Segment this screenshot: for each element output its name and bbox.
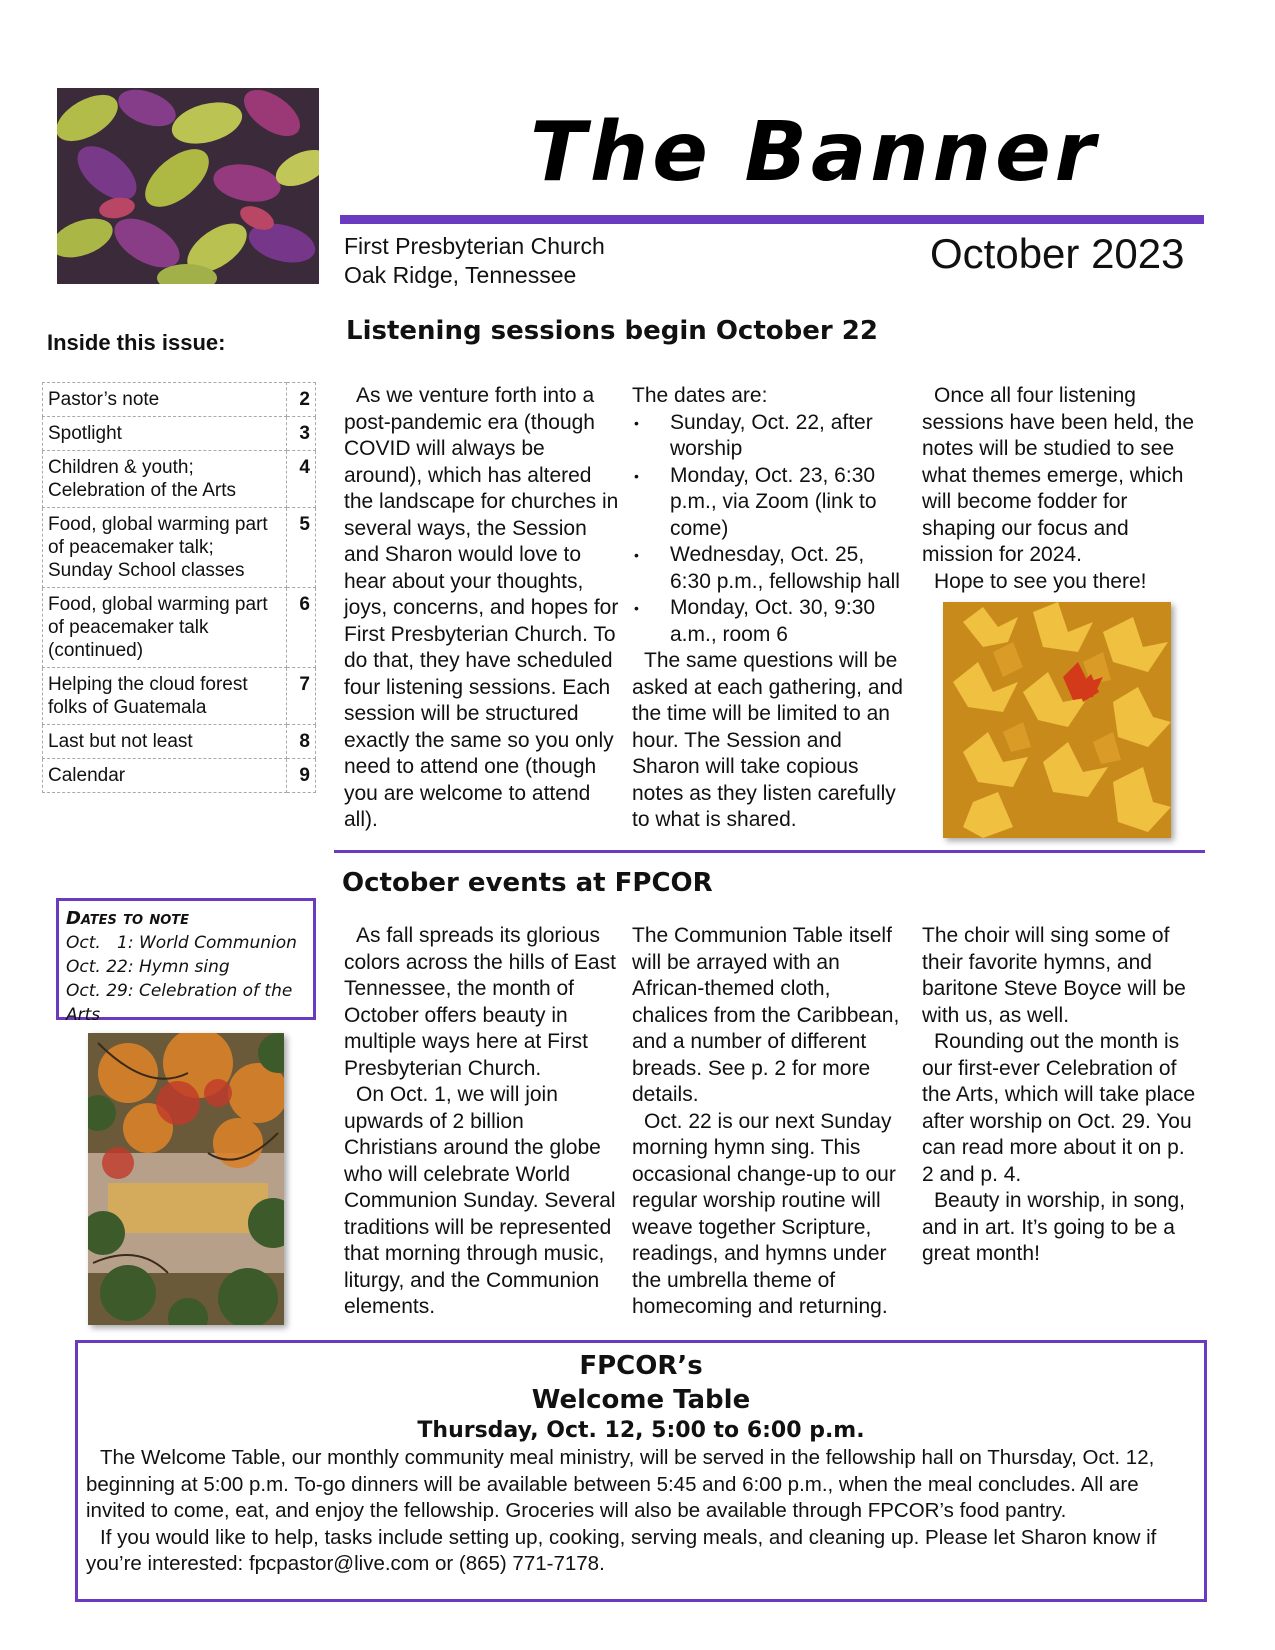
welcome-body xyxy=(86,1445,1196,1578)
toc-page: 5 xyxy=(287,508,316,588)
toc-row xyxy=(43,383,316,417)
dates-to-note-box xyxy=(56,898,316,1025)
article-paragraph: The same questions will be asked at each gathering, and the time will be limited to an hour. The Session and Sharon will take copious notes as they listen carefully to what is shared. xyxy=(632,649,903,831)
toc-label: Last but not least xyxy=(43,725,287,759)
toc-row xyxy=(43,668,316,725)
article-1-column-1 xyxy=(344,383,619,834)
article-2-column-2 xyxy=(632,923,907,1321)
list-item: • Monday, Oct. 23, 6:30 p.m., via Zoom (link to come) xyxy=(670,463,907,543)
section-divider xyxy=(334,850,1205,853)
article-paragraph: As we venture forth into a post-pandemic era (though COVID will always be around), which has altered the landscape for churches in several ways, the Session and Sharon would love to hear about your thoughts, joys, concerns, and hopes for First Presbyterian Church. To do that, they have scheduled four listening sessions. Each session will be structured exactly the same so you only need to attend one (though you are welcome to attend all). xyxy=(344,384,619,831)
article-paragraph: On Oct. 1, we will join upwards of 2 billion Christians around the globe who will celebrate World Communion Sunday. Several traditions will be represented that morning through music, liturgy, and the Communion elements. xyxy=(344,1083,616,1318)
article-1-headline: Listening sessions begin October 22 xyxy=(346,316,878,346)
welcome-title-line-1: FPCOR’s xyxy=(579,1351,703,1381)
newsletter-title: The Banner xyxy=(530,105,1100,200)
article-paragraph: Beauty in worship, in song, and in art. It’s going to be a great month! xyxy=(922,1189,1185,1265)
toc-row xyxy=(43,725,316,759)
welcome-title-line-2: Welcome Table xyxy=(531,1385,751,1415)
coleus-leaves-photo xyxy=(57,88,319,284)
welcome-table-box xyxy=(75,1340,1207,1602)
church-name xyxy=(344,232,605,290)
toc-page: 2 xyxy=(287,383,316,417)
toc-label: Calendar xyxy=(43,759,287,793)
table-of-contents xyxy=(42,382,316,793)
article-paragraph: Hope to see you there! xyxy=(934,569,1147,593)
toc-row xyxy=(43,588,316,668)
toc-page: 7 xyxy=(287,668,316,725)
article-paragraph: As fall spreads its glorious colors across the hills of East Tennessee, the month of October offers beauty in multiple ways here at First Presbyterian Church. xyxy=(344,924,616,1080)
toc-page: 4 xyxy=(287,451,316,508)
article-paragraph: The choir will sing some of their favorite hymns, and baritone Steve Boyce will be with us, as well. xyxy=(922,924,1186,1027)
issue-date: October 2023 xyxy=(930,230,1185,277)
church-line-2: Oak Ridge, Tennessee xyxy=(344,262,577,288)
toc-label: Spotlight xyxy=(43,417,287,451)
autumn-forest-pond-photo xyxy=(88,1033,284,1325)
article-paragraph: Oct. 22 is our next Sunday morning hymn sing. This occasional change-up to our regular worship routine will weave together Scripture, readings, and hymns under the umbrella theme of homecoming and returning. xyxy=(632,1109,896,1318)
date-item: Oct. 29: Celebration of the Arts xyxy=(66,981,293,1025)
list-item: • Wednesday, Oct. 25, 6:30 p.m., fellowship hall xyxy=(670,542,907,595)
toc-row xyxy=(43,417,316,451)
toc-label: Children & youth; Celebration of the Arts xyxy=(43,451,287,508)
session-dates-list xyxy=(632,410,907,649)
date-item: Oct. 1: World Communion xyxy=(66,933,297,953)
date-item: Oct. 22: Hymn sing xyxy=(66,957,230,977)
welcome-date-line: Thursday, Oct. 12, 5:00 to 6:00 p.m. xyxy=(417,1418,865,1443)
inside-issue-title: Inside this issue: xyxy=(47,330,226,355)
article-paragraph: Rounding out the month is our first-ever Celebration of the Arts, which will take place after worship on Oct. 29. You can read more about it on p. 2 and p. 4. xyxy=(922,1030,1196,1186)
article-2-column-1 xyxy=(344,923,619,1321)
welcome-paragraph: The Welcome Table, our monthly community meal ministry, will be served in the fellowship hall on Thursday, Oct. 12, beginning at 5:00 p.m. To-go dinners will be available between 5:45 and 6:00 p.m., when the meal concludes. All are invited to come, eat, and enjoy the fellowship. Groceries will also be available through FPCOR’s food pantry. xyxy=(86,1446,1155,1522)
toc-row xyxy=(43,508,316,588)
article-2-column-3 xyxy=(922,923,1197,1268)
article-paragraph: Once all four listening sessions have been held, the notes will be studied to see what themes emerge, which will become fodder for shaping our focus and mission for 2024. xyxy=(922,384,1195,566)
welcome-paragraph: If you would like to help, tasks include setting up, cooking, serving meals, and cleaning up. Please let Sharon know if you’re interested: fpcpastor@live.com or (865) 771-7178. xyxy=(86,1525,1157,1575)
list-item: • Sunday, Oct. 22, after worship xyxy=(670,410,907,463)
toc-row xyxy=(43,759,316,793)
toc-label: Food, global warming part of peacemaker talk (continued) xyxy=(43,588,287,668)
article-2-headline: October events at FPCOR xyxy=(342,868,713,898)
article-1-column-3 xyxy=(922,383,1197,595)
toc-label: Food, global warming part of peacemaker talk; Sunday School classes xyxy=(43,508,287,588)
toc-label: Helping the cloud forest folks of Guatemala xyxy=(43,668,287,725)
dates-intro: The dates are: xyxy=(632,384,768,407)
masthead-rule xyxy=(340,215,1204,224)
dates-to-note-title: Dates to note xyxy=(66,908,190,929)
toc-page: 8 xyxy=(287,725,316,759)
toc-page: 9 xyxy=(287,759,316,793)
toc-page: 3 xyxy=(287,417,316,451)
article-1-column-2 xyxy=(632,383,907,834)
toc-label: Pastor’s note xyxy=(43,383,287,417)
church-line-1: First Presbyterian Church xyxy=(344,233,605,259)
list-item: • Monday, Oct. 30, 9:30 a.m., room 6 xyxy=(670,595,907,648)
toc-row xyxy=(43,451,316,508)
maple-leaves-photo xyxy=(943,602,1171,838)
toc-page: 6 xyxy=(287,588,316,668)
article-paragraph: The Communion Table itself will be arrayed with an African-themed cloth, chalices from the Caribbean, and a number of different breads. See p. 2 for more details. xyxy=(632,924,900,1106)
